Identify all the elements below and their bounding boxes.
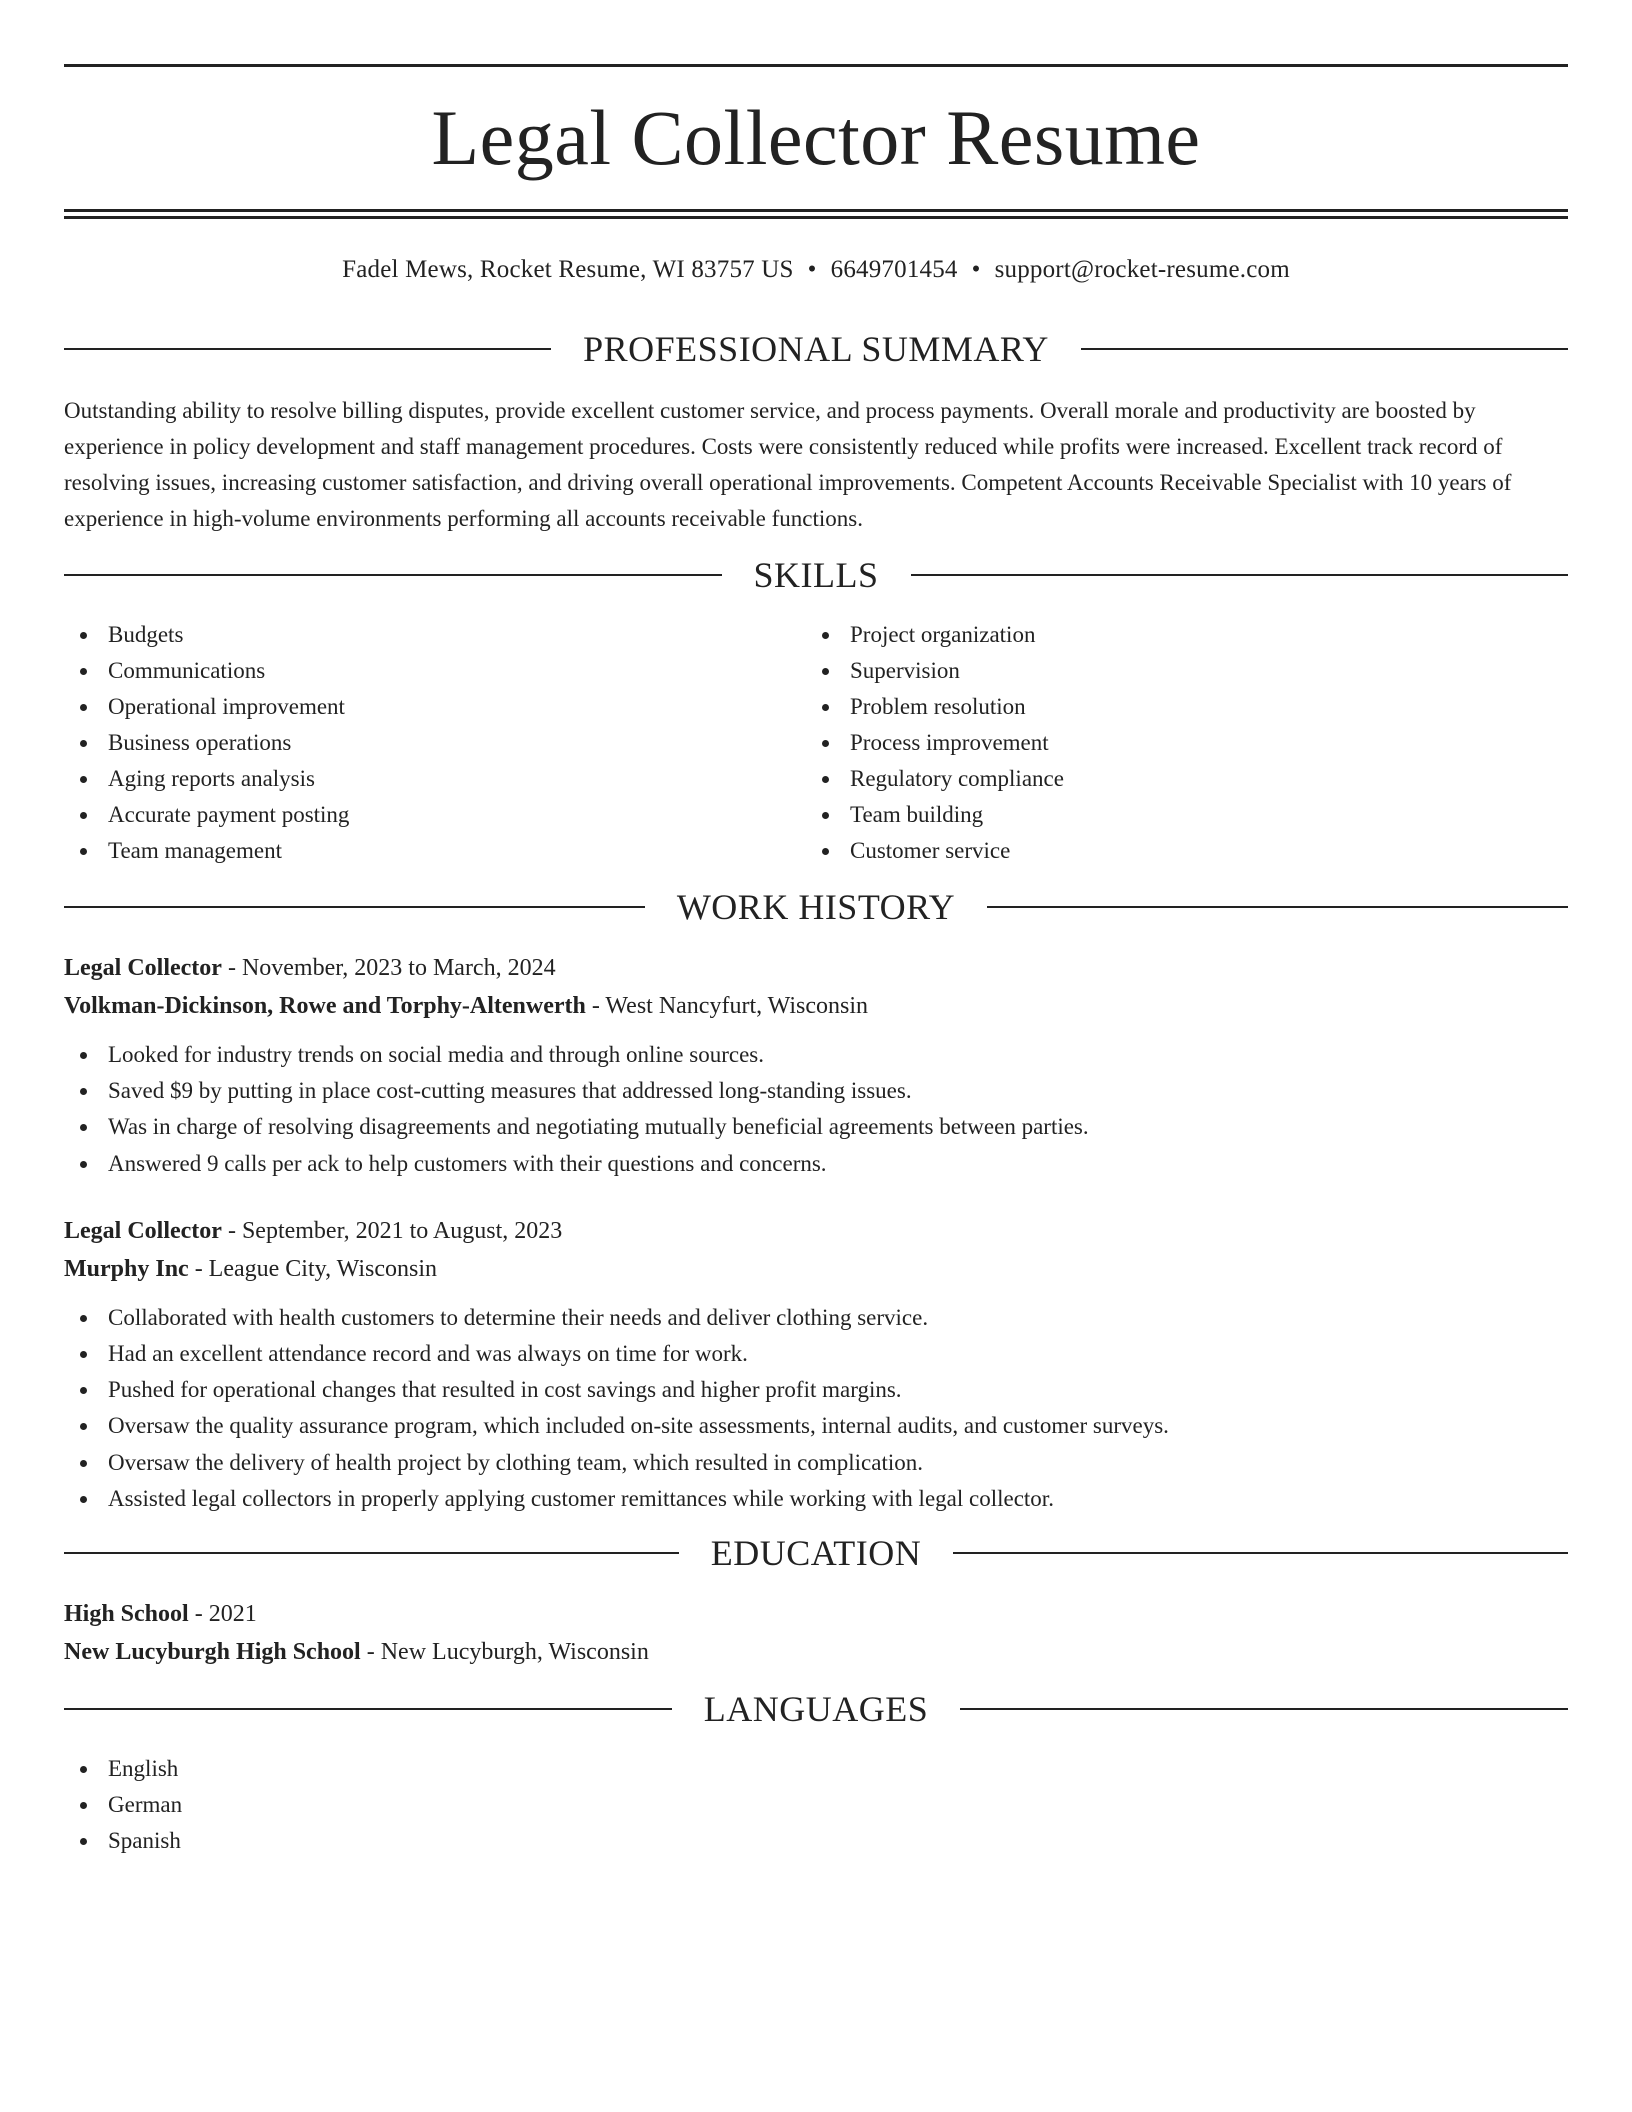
job-title: Legal Collector	[64, 955, 222, 981]
contact-address: Fadel Mews, Rocket Resume, WI 83757 US	[342, 256, 794, 283]
job-entry	[64, 1212, 1568, 1517]
job-bullet: Oversaw the quality assurance program, which included on-site assessments, internal audits, and customer surveys.	[64, 1408, 1568, 1444]
heading-rule	[64, 1552, 679, 1554]
job-title-line	[64, 949, 1568, 987]
heading-rule	[64, 348, 551, 350]
resume-page	[64, 64, 1568, 1859]
heading-rule	[911, 574, 1569, 576]
job-company: Murphy Inc	[64, 1255, 189, 1282]
skill-item: Aging reports analysis	[64, 761, 806, 797]
job-bullet: Assisted legal collectors in properly applying customer remittances while working with legal collector.	[64, 1481, 1568, 1517]
job-entry	[64, 949, 1568, 1182]
section-title: WORK HISTORY	[676, 887, 956, 927]
job-bullet: Pushed for operational changes that resulted in cost savings and higher profit margins.	[64, 1372, 1568, 1408]
section-summary-heading	[64, 329, 1568, 369]
skill-item: Accurate payment posting	[64, 797, 806, 833]
heading-rule	[64, 1708, 672, 1710]
skills-columns	[64, 617, 1568, 869]
skill-item: Regulatory compliance	[806, 761, 1548, 797]
skill-item: Team management	[64, 833, 806, 869]
job-company-line	[64, 987, 1568, 1025]
language-item: Spanish	[64, 1823, 1568, 1859]
contact-line	[64, 253, 1568, 287]
section-title: LANGUAGES	[703, 1689, 929, 1730]
section-languages-heading	[64, 1689, 1568, 1729]
languages-list	[64, 1751, 1568, 1859]
job-bullet: Answered 9 calls per ack to help customers with their questions and concerns.	[64, 1146, 1568, 1182]
job-location: - League City, Wisconsin	[194, 1255, 438, 1282]
contact-separator: •	[971, 256, 981, 283]
job-bullet: Collaborated with health customers to determine their needs and deliver clothing service.	[64, 1300, 1568, 1336]
skill-item: Process improvement	[806, 725, 1548, 761]
skill-item: Team building	[806, 797, 1548, 833]
skill-item: Customer service	[806, 833, 1548, 869]
job-title-line	[64, 1212, 1568, 1250]
skill-item: Business operations	[64, 725, 806, 761]
language-item: German	[64, 1787, 1568, 1823]
contact-phone: 6649701454	[830, 256, 958, 283]
skill-item: Supervision	[806, 653, 1548, 689]
skill-item: Problem resolution	[806, 689, 1548, 725]
skills-left-list	[64, 617, 806, 869]
language-item: English	[64, 1751, 1568, 1787]
heading-rule	[1081, 348, 1568, 350]
job-company-line	[64, 1250, 1568, 1288]
section-title: SKILLS	[753, 555, 879, 595]
heading-rule	[960, 1708, 1568, 1710]
section-title: PROFESSIONAL SUMMARY	[583, 329, 1049, 369]
job-company: Volkman-Dickinson, Rowe and Torphy-Altenwerth	[64, 993, 586, 1019]
job-bullet: Looked for industry trends on social media and through online sources.	[64, 1037, 1568, 1073]
summary-text: Outstanding ability to resolve billing disputes, provide excellent customer service, and process payments. Overall morale and productivity are boosted by experience in policy development and staff management procedures. Costs were consistently reduced while profits were increased. Excellent track record of resolving issues, increasing customer satisfaction, and driving overall operational improvements. Competent Accounts Receivable Specialist with 10 years of experience in high-volume environments performing all accounts receivable functions.	[64, 398, 1512, 531]
education-school: New Lucyburgh High School	[64, 1639, 361, 1666]
contact-separator: •	[807, 256, 817, 283]
contact-email: support@rocket-resume.com	[994, 256, 1290, 283]
job-bullets	[64, 1300, 1568, 1517]
skill-item: Budgets	[64, 617, 806, 653]
skill-item: Operational improvement	[64, 689, 806, 725]
education-year: - 2021	[194, 1601, 257, 1628]
title-double-rule	[64, 209, 1568, 219]
skill-item: Communications	[64, 653, 806, 689]
section-work-heading	[64, 887, 1568, 927]
job-bullet: Was in charge of resolving disagreements and negotiating mutually beneficial agreements between parties.	[64, 1109, 1568, 1145]
resume-title: Legal Collector Resume	[431, 94, 1201, 181]
skill-item: Project organization	[806, 617, 1548, 653]
job-bullets	[64, 1037, 1568, 1182]
job-location: - West Nancyfurt, Wisconsin	[591, 993, 869, 1019]
job-bullet: Had an excellent attendance record and was always on time for work.	[64, 1336, 1568, 1372]
education-entry	[64, 1595, 1568, 1671]
education-degree: High School	[64, 1601, 189, 1628]
section-title: EDUCATION	[710, 1533, 922, 1574]
skills-right-list	[806, 617, 1548, 869]
job-bullet: Saved $9 by putting in place cost-cutting measures that addressed long-standing issues.	[64, 1073, 1568, 1109]
heading-rule	[987, 906, 1568, 908]
section-education-heading	[64, 1533, 1568, 1573]
section-skills-heading	[64, 555, 1568, 595]
education-location: - New Lucyburgh, Wisconsin	[366, 1639, 649, 1666]
job-title: Legal Collector	[64, 1217, 222, 1244]
education-school-line	[64, 1633, 1568, 1671]
heading-rule	[64, 574, 722, 576]
job-dates: - November, 2023 to March, 2024	[227, 955, 556, 981]
job-bullet: Oversaw the delivery of health project by clothing team, which resulted in complication.	[64, 1445, 1568, 1481]
education-degree-line	[64, 1595, 1568, 1633]
heading-rule	[953, 1552, 1568, 1554]
heading-rule	[64, 906, 645, 908]
job-dates: - September, 2021 to August, 2023	[227, 1217, 563, 1244]
